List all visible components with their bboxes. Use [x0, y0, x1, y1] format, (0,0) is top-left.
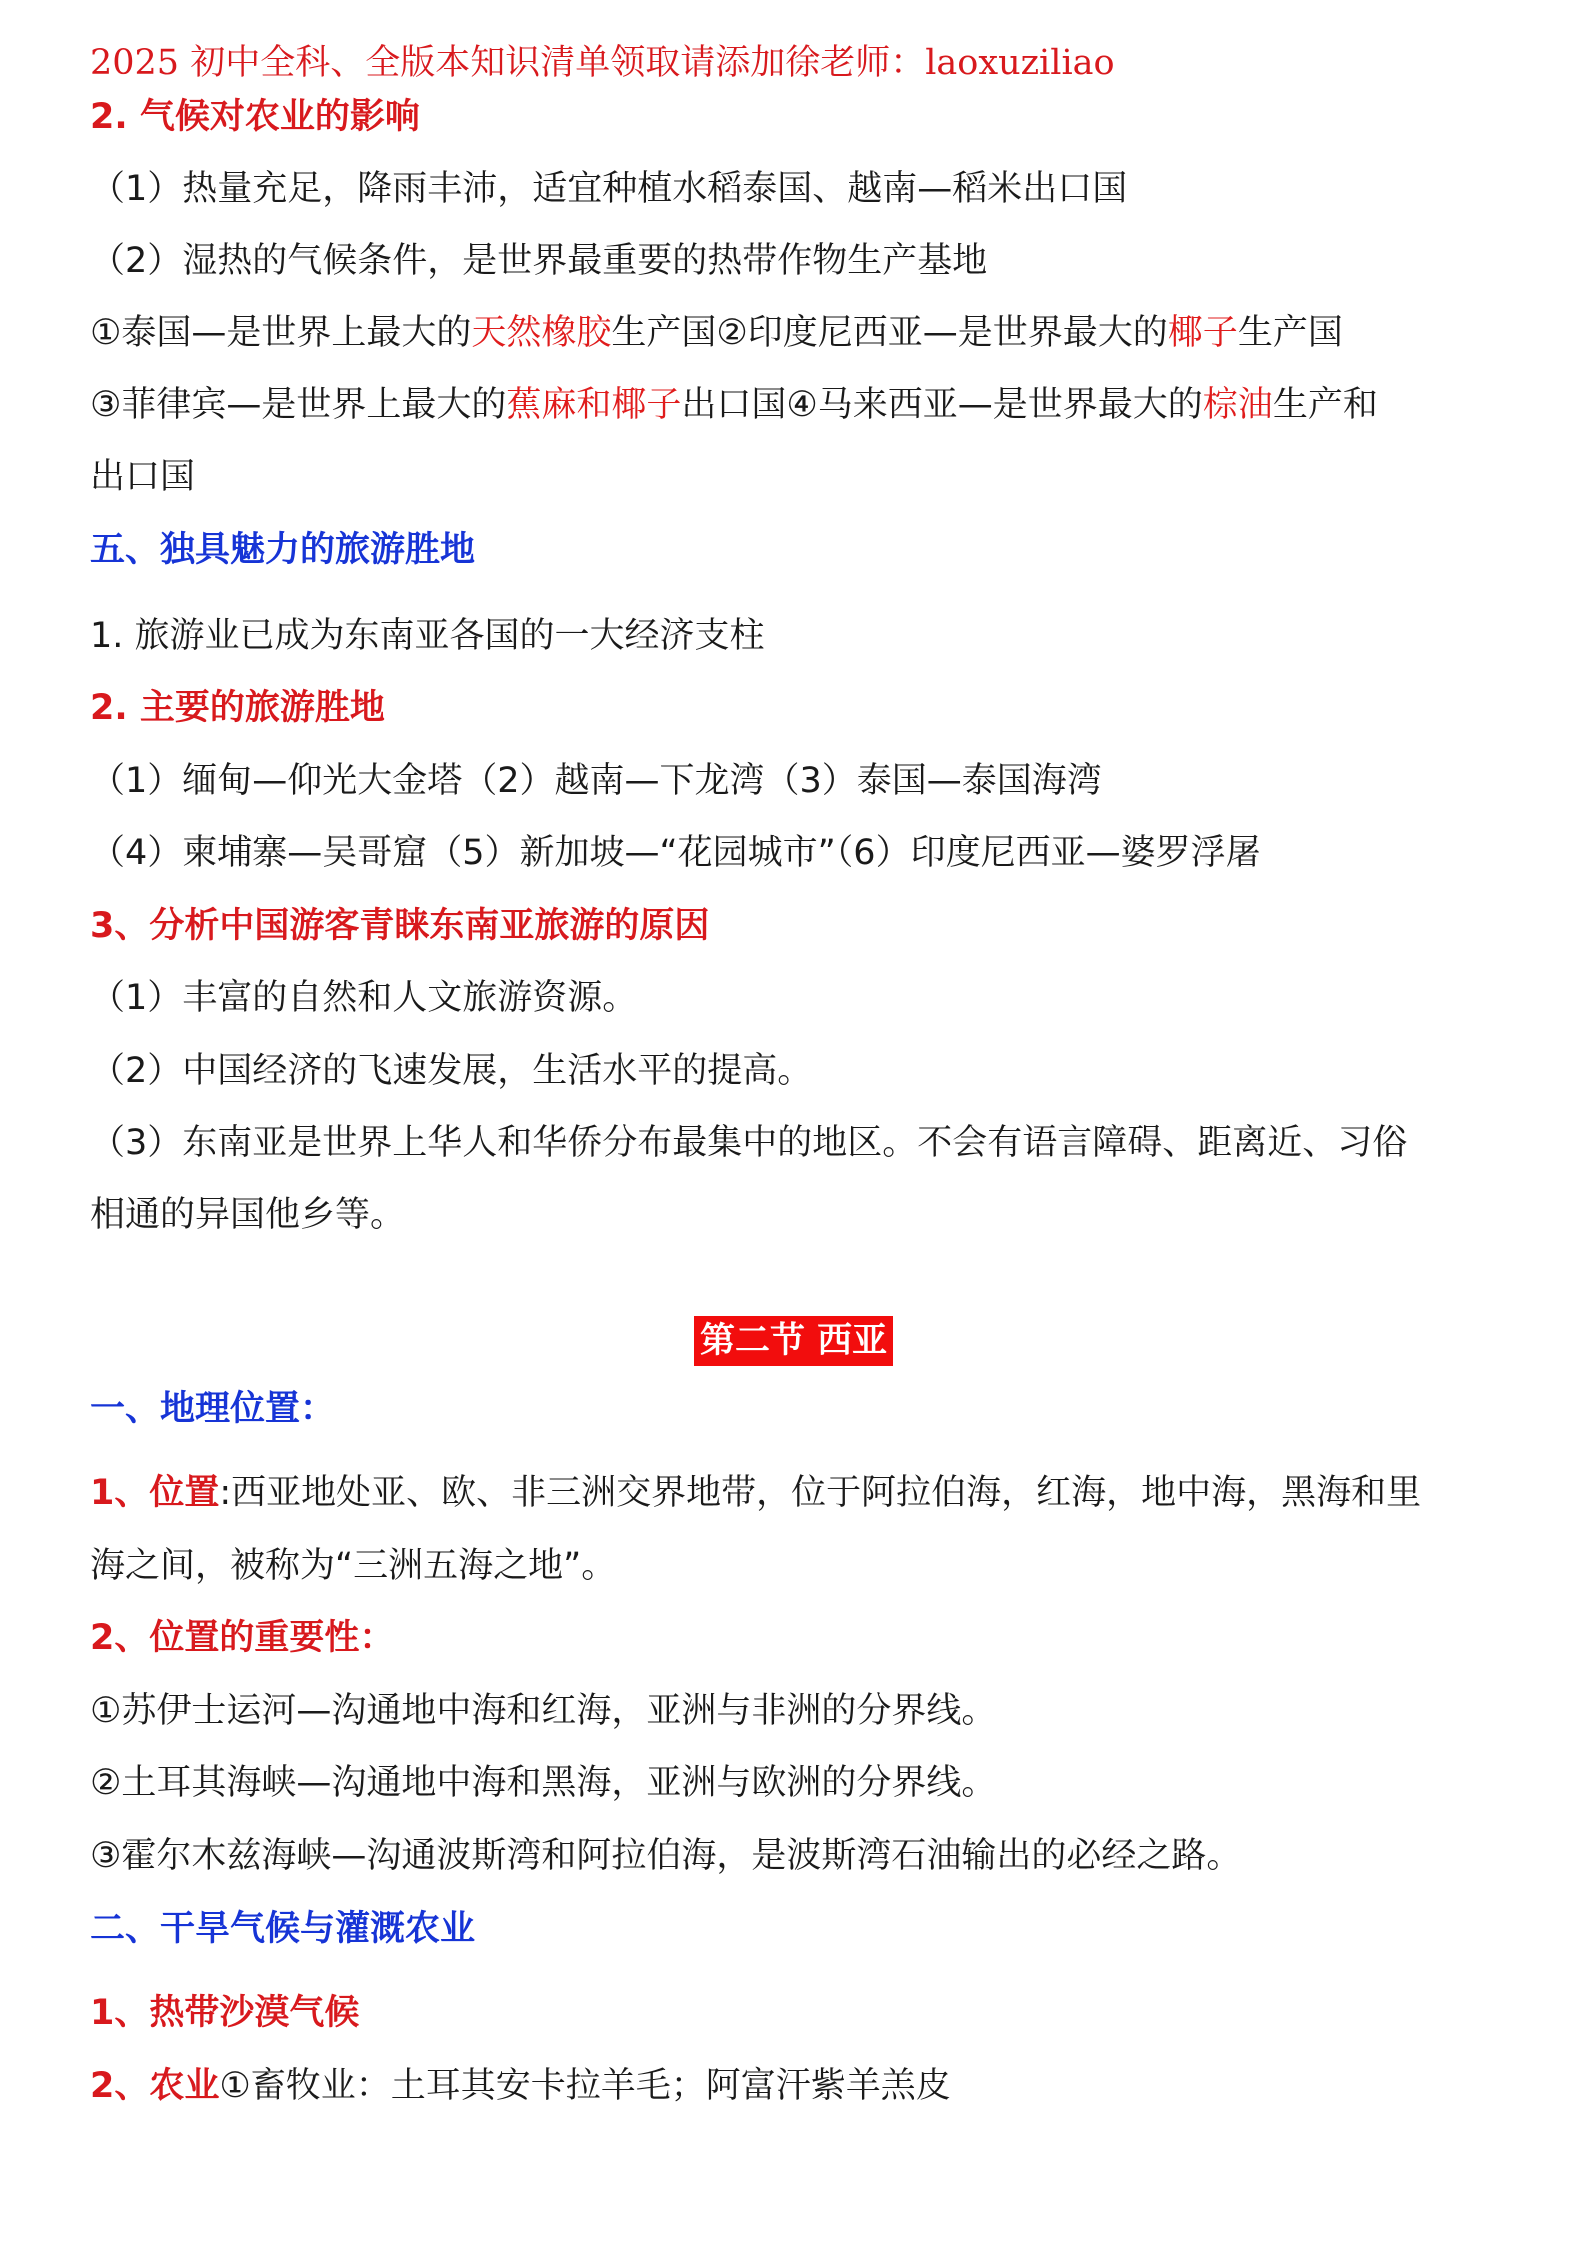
label-agriculture: 2、农业 [90, 2066, 220, 2106]
promo-header: 2025 初中全科、全版本知识清单领取请添加徐老师：laoxuziliao [90, 43, 1115, 83]
paragraph-thailand-indonesia [90, 310, 1343, 356]
text-segment: 出口国④马来西亚—是世界最大的 [681, 385, 1203, 425]
text-segment: ③菲律宾—是世界上最大的 [90, 385, 507, 425]
subheading-desert-climate: 1、热带沙漠气候 [90, 1993, 360, 2033]
label-location: 1、位置 [90, 1473, 220, 1513]
paragraph-rice: （1）热量充足，降雨丰沛，适宜种植水稻泰国、越南—稻米出口国 [90, 169, 1128, 209]
text-segment: 生产国 [1237, 313, 1343, 353]
paragraph-reason-2: （2）中国经济的飞速发展，生活水平的提高。 [90, 1051, 813, 1091]
paragraph-tropical-crops: （2）湿热的气候条件，是世界最重要的热带作物生产基地 [90, 241, 988, 281]
section-title-west-asia: 第二节 西亚 [694, 1316, 893, 1366]
paragraph-suez-canal: ①苏伊士运河—沟通地中海和红海，亚洲与非洲的分界线。 [90, 1691, 997, 1731]
paragraph-tourism-pillar: 1. 旅游业已成为东南亚各国的一大经济支柱 [90, 616, 765, 656]
paragraph-turkish-straits: ②土耳其海峡—沟通地中海和黑海，亚洲与欧洲的分界线。 [90, 1763, 997, 1803]
paragraph-agriculture [90, 2063, 951, 2109]
subheading-tourist-reasons: 3、分析中国游客青睐东南亚旅游的原因 [90, 906, 710, 946]
highlight-coconut: 椰子 [1167, 313, 1238, 353]
paragraph-reason-3-cont: 相通的异国他乡等。 [90, 1195, 406, 1235]
highlight-rubber: 天然橡胶 [471, 313, 612, 353]
heading-tourism: 五、独具魅力的旅游胜地 [90, 529, 476, 570]
text-segment: 生产和 [1272, 385, 1378, 425]
subheading-main-destinations: 2. 主要的旅游胜地 [90, 688, 385, 728]
paragraph-philippines-malaysia [90, 382, 1378, 428]
heading-climate-agriculture: 2. 气候对农业的影响 [90, 97, 420, 137]
paragraph-location [90, 1470, 1421, 1516]
heading-arid-climate: 二、干旱气候与灌溉农业 [90, 1908, 476, 1949]
text-segment: :西亚地处亚、欧、非三洲交界地带，位于阿拉伯海，红海，地中海，黑海和里 [219, 1473, 1422, 1513]
paragraph-export-country: 出口国 [90, 457, 196, 497]
paragraph-hormuz-strait: ③霍尔木兹海峡—沟通波斯湾和阿拉伯海，是波斯湾石油输出的必经之路。 [90, 1836, 1242, 1876]
highlight-abaca-coconut: 蕉麻和椰子 [506, 385, 682, 425]
paragraph-reason-3: （3）东南亚是世界上华人和华侨分布最集中的地区。不会有语言障碍、距离近、习俗 [90, 1123, 1408, 1163]
text-segment: ①泰国—是世界上最大的 [90, 313, 472, 353]
text-segment: ①畜牧业：土耳其安卡拉羊毛；阿富汗紫羊羔皮 [219, 2066, 951, 2106]
subheading-location-importance: 2、位置的重要性： [90, 1618, 395, 1658]
paragraph-destinations-1: （1）缅甸—仰光大金塔（2）越南—下龙湾（3）泰国—泰国海湾 [90, 761, 1102, 801]
highlight-palm-oil: 棕油 [1202, 385, 1273, 425]
paragraph-destinations-2: （4）柬埔寨—吴哥窟（5）新加坡—“花园城市”（6）印度尼西亚—婆罗浮屠 [90, 833, 1261, 873]
heading-geographic-location: 一、地理位置： [90, 1388, 336, 1429]
paragraph-location-cont: 海之间，被称为“三洲五海之地”。 [90, 1546, 617, 1586]
text-segment: 生产国②印度尼西亚—是世界最大的 [611, 313, 1168, 353]
paragraph-reason-1: （1）丰富的自然和人文旅游资源。 [90, 978, 638, 1018]
